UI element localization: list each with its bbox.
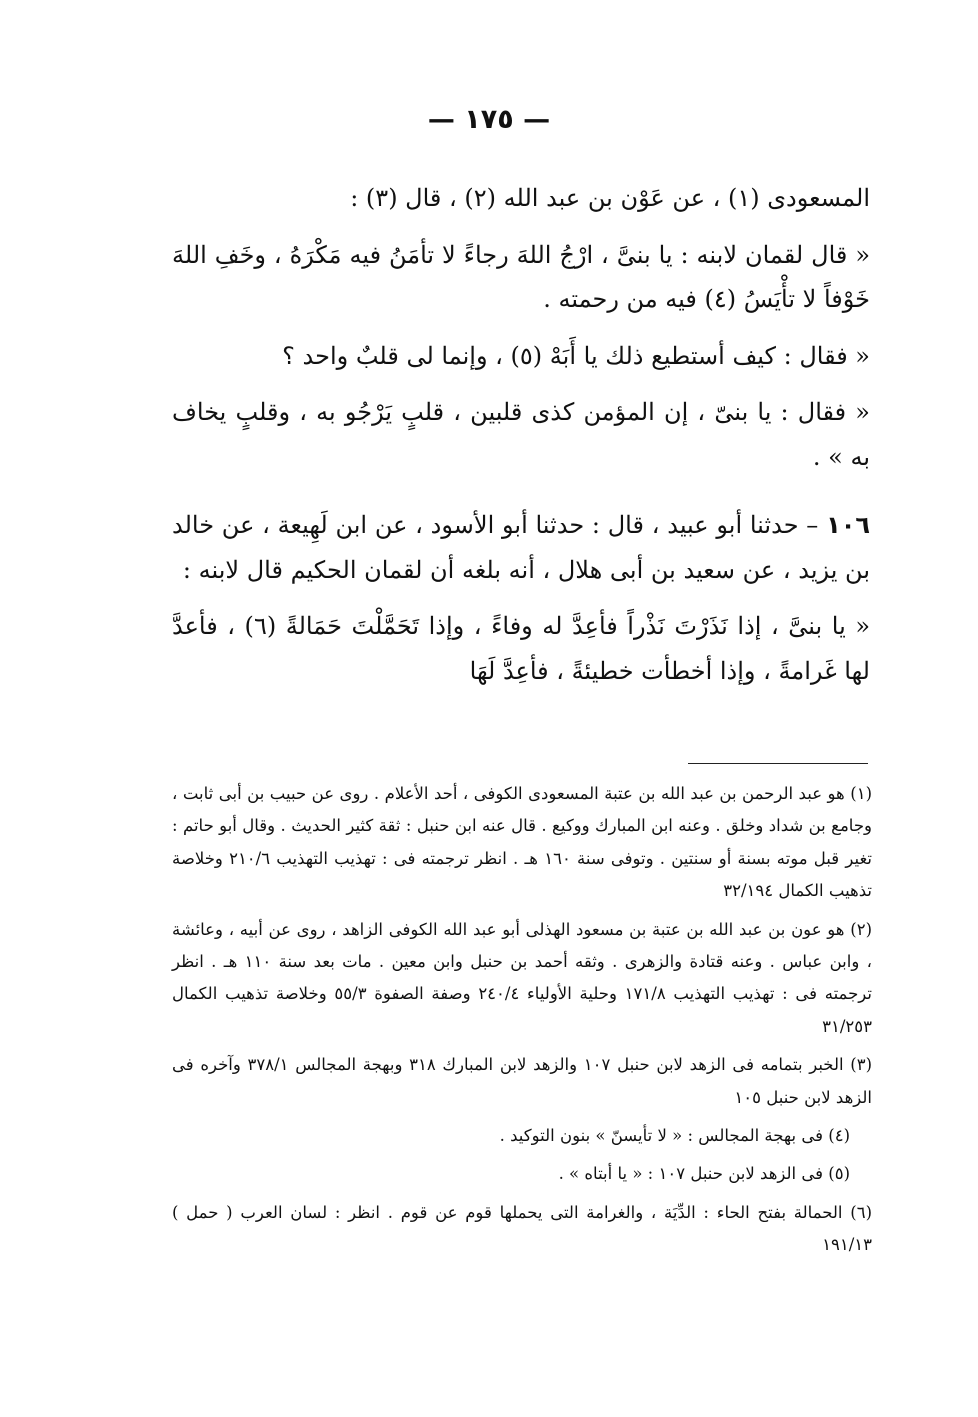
paragraph-son-question: « فقال : كيف أستطيع ذلك يا أَبَهْ (٥) ، وإنما لى قلبٌ واحد ؟ (282, 341, 870, 370)
paragraph-hadith-106 (172, 503, 870, 592)
footnotes (172, 778, 872, 1262)
hadith-number: ١٠٦ (826, 511, 871, 539)
footnote-separator (688, 763, 868, 764)
footnote-5: (٥) فى الزهد لابن حنبل ١٠٧ : « يا أبتاه » . (558, 1164, 850, 1184)
footnote-4: (٤) فى بهجة المجالس : « لا تأيسنّ » بنون التوكيد . (499, 1126, 850, 1146)
paragraph-isnad: المسعودى (١) ، عن عَوْن بن عبد الله (٢) ، قال (٣) : (350, 184, 870, 212)
footnote-2: (٢) هو عون بن عبد الله بن عتبة بن مسعود الهذلى أبو عبد الله الكوفى الزاهد ، روى عن أبيه ، وعائشة ، وابن عباس . وعنه قتادة والزهرى . وثقه أحمد بن حنبل وابن معين . مات بعد سنة ١١٠ هـ . انظر ترجمته فى : تهذيب التهذيب ١٧١/٨ وحلية الأولياء ٢٤٠/٤ وصفة الصفوة ٥٥/٣ وخلاصة تذهيب الكمال ٣١/٢٥٣ (172, 919, 872, 1036)
footnote-3: (٣) الخبر بتمامه فى الزهد لابن حنبل ١٠٧ والزهد لابن المبارك ٣١٨ وبهجة المجالس ٣٧٨/١ وآخره فى الزهد لابن حنبل ١٠٥ (172, 1055, 873, 1107)
paragraph-two-hearts: « فقال : يا بنىّ ، إن المؤمن كذى قلبين ، قلبٍ يَرْجُو به ، وقلبٍ يخاف به » . (172, 398, 870, 471)
paragraph-vow-advice: « يا بنىَّ ، إذا نَذَرْتَ نَذْراً فأعِدَّ له وفاءً ، وإذا تَحَمَّلْتَ حَمَالةً (٦) ، فأعدَّ لها غَرامةً ، وإذا أخطأت خطيئةً ، فأعِدَّ لَهَا (172, 612, 871, 685)
main-text (172, 176, 870, 693)
paragraph-luqman-advice: « قال لقمان لابنه : يا بنىَّ ، ارْجُ اللهَ رجاءً لا تأمَنُ فيه مَكْرَهُ ، وخَفِ اللهَ خَوْفاً لا تأْيَسُ (٤) فيه من رحمته . (172, 240, 870, 313)
footnote-1: (١) هو عبد الرحمن بن عبد الله بن عتبة المسعودى الكوفى ، أحد الأعلام . روى عن حبيب بن أبى ثابت ، وجامع بن شداد وخلق . وعنه ابن المبارك ووكيع . قال عنه ابن حنبل : ثقة كثير الحديث . وقال أبو حاتم : تغير قبل موته بسنة أو سنتين . وتوفى سنة ١٦٠ هـ . انظر ترجمته فى : تهذيب التهذيب ٢١٠/٦ وخلاصة تذهيب الكمال ٣٢/١٩٤ (172, 784, 872, 901)
footnote-6: (٦) الحمالة بفتح الحاء : الدِّيَة ، والغرامة التى يحملها قوم عن قوم . انظر : لسان العرب ( حمل ) ١٩١/١٣ (172, 1202, 872, 1255)
page-number: — ١٧٥ — (427, 104, 551, 135)
hadith-106-text: – حدثنا أبو عبيد ، قال : حدثنا أبو الأسود ، عن ابن لَهِيعة ، عن خالد بن يزيد ، عن سعيد بن أبى هلال ، أنه بلغه أن لقمان الحكيم قال لابنه : (172, 511, 870, 584)
